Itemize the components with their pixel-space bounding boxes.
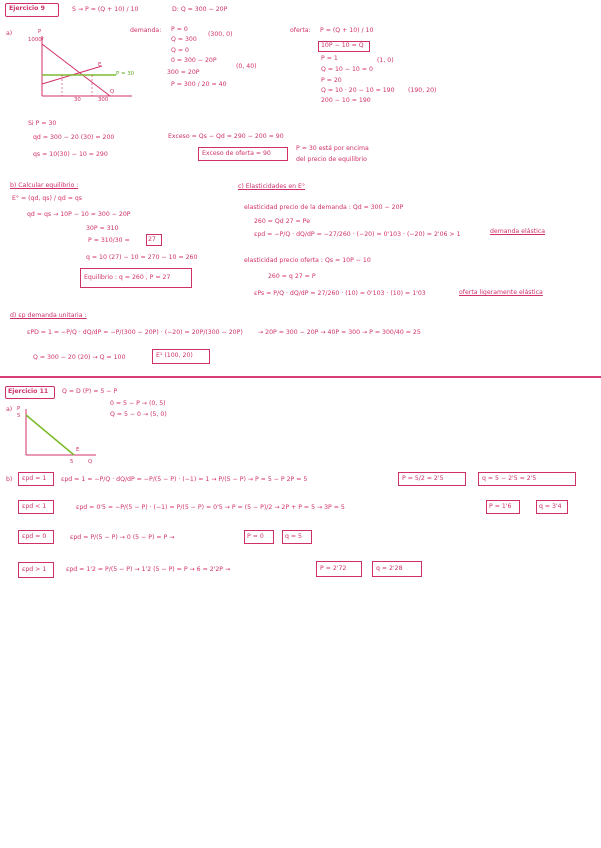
ex9-title: Ejercicio 9 bbox=[9, 5, 45, 12]
ex9-c-line-2: 260 = Qd 27 = Pe bbox=[254, 218, 311, 225]
ex9-graph-point-label: E bbox=[98, 62, 102, 68]
ex11-r3-q: q = 5 bbox=[285, 533, 302, 540]
ex9-supply-point-2: (190, 20) bbox=[408, 87, 437, 94]
ex9-exceso-box-text: Exceso de oferta = 90 bbox=[202, 150, 271, 157]
ex11-r1-q: q = 5 − 2'5 = 2'5 bbox=[482, 475, 537, 482]
ex9-supply-line-3: P = 1 bbox=[321, 55, 338, 62]
ex9-graph-x-axis: Q bbox=[110, 89, 115, 95]
ex9-note-2: del precio de equilibrio bbox=[296, 156, 367, 163]
ex9-header: S → P = (Q + 10) / 10 bbox=[72, 6, 139, 13]
ex9-supply-line-1: P = (Q + 10) / 10 bbox=[320, 27, 374, 34]
ex9-graph-x-tick-2: 300 bbox=[98, 97, 109, 103]
ex9-demand-point-2: (0, 40) bbox=[236, 63, 257, 70]
ex11-r1-answer: P = 5/2 = 2'5 bbox=[402, 475, 444, 482]
ex11-header: Q = D (P) = 5 − P bbox=[62, 388, 118, 395]
ex9-demand-line-1: P = 0 bbox=[171, 26, 188, 33]
ex9-demand-title: demanda: bbox=[130, 27, 162, 34]
ex11-r4-answer: P = 2'72 bbox=[320, 565, 347, 572]
ex9-demand-line-4: 0 = 300 − 20P bbox=[171, 57, 217, 64]
ex11-graph-x-tick: 5 bbox=[70, 459, 74, 465]
ex9-b-line-5: q = 10 (27) − 10 = 270 − 10 = 260 bbox=[86, 254, 198, 261]
ex11-graph-point-label: E bbox=[76, 447, 80, 453]
ex9-d-title: d) εp demanda unitaria : bbox=[10, 312, 87, 319]
ex11-graph-y-axis: P bbox=[17, 406, 21, 412]
ex11-r3-answer: P = 0 bbox=[247, 533, 264, 540]
ex9-note-1: P = 30 está por encima bbox=[296, 145, 369, 152]
ex9-supply-line-2: 10P − 10 = Q bbox=[321, 42, 364, 49]
ex11-r2-answer: P = 1'6 bbox=[489, 503, 512, 510]
ex9-c-title: c) Elasticidades en E° bbox=[238, 183, 306, 190]
ex11-line-1: 0 = 5 − P → (0, 5) bbox=[110, 400, 166, 407]
ex9-d-result-text: E¹ (100, 20) bbox=[156, 352, 193, 359]
ex11-r2-box-text: εpd < 1 bbox=[22, 503, 47, 510]
ex9-c-line-1: elasticidad precio de la demanda : Qd = 300 − 20P bbox=[244, 204, 404, 211]
ex9-b-equilibrium-text: Equilibrio : q = 260 , P = 27 bbox=[84, 274, 171, 281]
ex9-supply-line-6: Q = 10 · 20 − 10 = 190 bbox=[321, 87, 395, 94]
ex9-demand-line-5: 300 = 20P bbox=[167, 69, 200, 76]
ex9-b-line-2: qd = qs → 10P − 10 = 300 − 20P bbox=[27, 211, 131, 218]
ex11-r3-eq: εpd = P/(5 − P) → 0 (5 − P) = P → bbox=[70, 534, 175, 541]
ex11-r4-q: q = 2'28 bbox=[376, 565, 403, 572]
ex9-b-price-box-text: 27 bbox=[148, 236, 156, 243]
ex9-b-line-3: 30P = 310 bbox=[86, 225, 119, 232]
ex9-c-line-5: 260 = q 27 = P bbox=[268, 273, 316, 280]
ex11-r1-box-text: εpd = 1 bbox=[22, 475, 47, 482]
ex9-graph-y-axis: P bbox=[38, 29, 42, 35]
ex11-r2-eq: εpd = 0'5 = −P/(5 − P) · (−1) = P/(5 − P) = 0'5 → P = (5 − P)/2 → 2P + P = 5 → 3P = 5 bbox=[76, 504, 345, 511]
ex9-c-line-6: εPs = P/Q · dQ/dP = 27/260 · (10) = 0'103 · (10) = 1'03 bbox=[254, 290, 426, 297]
ex9-c-demand-note: demanda elástica bbox=[490, 228, 546, 235]
ex11-graph-y-tick: 5 bbox=[17, 413, 21, 419]
ex11-r4-eq: εpd = 1'2 = P/(5 − P) → 1'2 (5 − P) = P → 6 = 2'2P → bbox=[66, 566, 231, 573]
ex11-r3-box-text: εpd = 0 bbox=[22, 533, 47, 540]
ex9-graph-price-line-label: P = 30 bbox=[116, 71, 135, 77]
ex9-supply-line-5: P = 20 bbox=[321, 77, 342, 84]
ex11-r1-eq: εpd = 1 = −P/Q · dQ/dP = −P/(5 − P) · (−1) = 1 → P/(5 − P) → P = 5 − P 2P = 5 bbox=[61, 476, 308, 483]
ex9-b-title: b) Calcular equilibrio : bbox=[10, 182, 79, 189]
ex9-b-line-4: P = 310/30 = bbox=[88, 237, 130, 244]
ex9-exceso: Exceso = Qs − Qd = 290 − 200 = 90 bbox=[168, 133, 284, 140]
ex9-demand-line-2: Q = 300 bbox=[171, 36, 197, 43]
ex9-si: Si P = 30 bbox=[28, 120, 57, 127]
ex9-supply-title: oferta: bbox=[290, 27, 311, 34]
ex9-supply-line-4: Q = 10 − 10 = 0 bbox=[321, 66, 373, 73]
ex9-demand-point-1: (300, 0) bbox=[208, 31, 233, 38]
ex9-qs: qs = 10(30) − 10 = 290 bbox=[33, 151, 108, 158]
ex9-supply-point-1: (1, 0) bbox=[377, 57, 394, 64]
exercise-separator bbox=[0, 376, 601, 378]
ex9-c-line-3: εpd = −P/Q · dQ/dP = −27/260 · (−20) = 0'103 · (−20) = 2'06 > 1 bbox=[254, 231, 461, 238]
ex9-supply-line-7: 200 − 10 = 190 bbox=[321, 97, 371, 104]
ex9-d-line-1: εPD = 1 = −P/Q · dQ/dP = −P/(300 − 20P) · (−20) = 20P/(300 − 20P) bbox=[27, 329, 243, 336]
ex9-d-line-3: Q = 300 − 20 (20) → Q = 100 bbox=[33, 354, 126, 361]
ex11-a-label: a) bbox=[6, 406, 13, 413]
ex9-c-line-4: elasticidad precio oferta : Qs = 10P − 10 bbox=[244, 257, 371, 264]
ex11-graph-x-axis: Q bbox=[88, 459, 93, 465]
ex9-b-line-1: E° = (qd, qs) / qd = qs bbox=[12, 195, 83, 202]
ex9-demand-line-6: P = 300 / 20 = 40 bbox=[171, 81, 227, 88]
ex11-title: Ejercicio 11 bbox=[8, 388, 49, 395]
ex9-graph-y-tick: 1000/ bbox=[28, 37, 44, 43]
ex9-qd: qd = 300 − 20 (30) = 200 bbox=[33, 134, 115, 141]
ex11-line-2: Q = 5 − 0 → (5, 0) bbox=[110, 411, 167, 418]
ex9-graph-x-tick-1: 30 bbox=[74, 97, 81, 103]
ex9-demand-line-3: Q = 0 bbox=[171, 47, 189, 54]
ex11-b-label: b) bbox=[6, 476, 13, 483]
ex9-a-label: a) bbox=[6, 30, 13, 37]
ex11-r2-q: q = 3'4 bbox=[539, 503, 562, 510]
ex9-d-line-2: → 20P = 300 − 20P → 40P = 300 → P = 300/40 = 25 bbox=[258, 329, 421, 336]
ex9-c-supply-note: oferta ligeramente elástica bbox=[459, 289, 543, 296]
ex11-r4-box-text: εpd > 1 bbox=[22, 566, 47, 573]
ex9-header-demand: D: Q = 300 − 20P bbox=[172, 6, 228, 13]
